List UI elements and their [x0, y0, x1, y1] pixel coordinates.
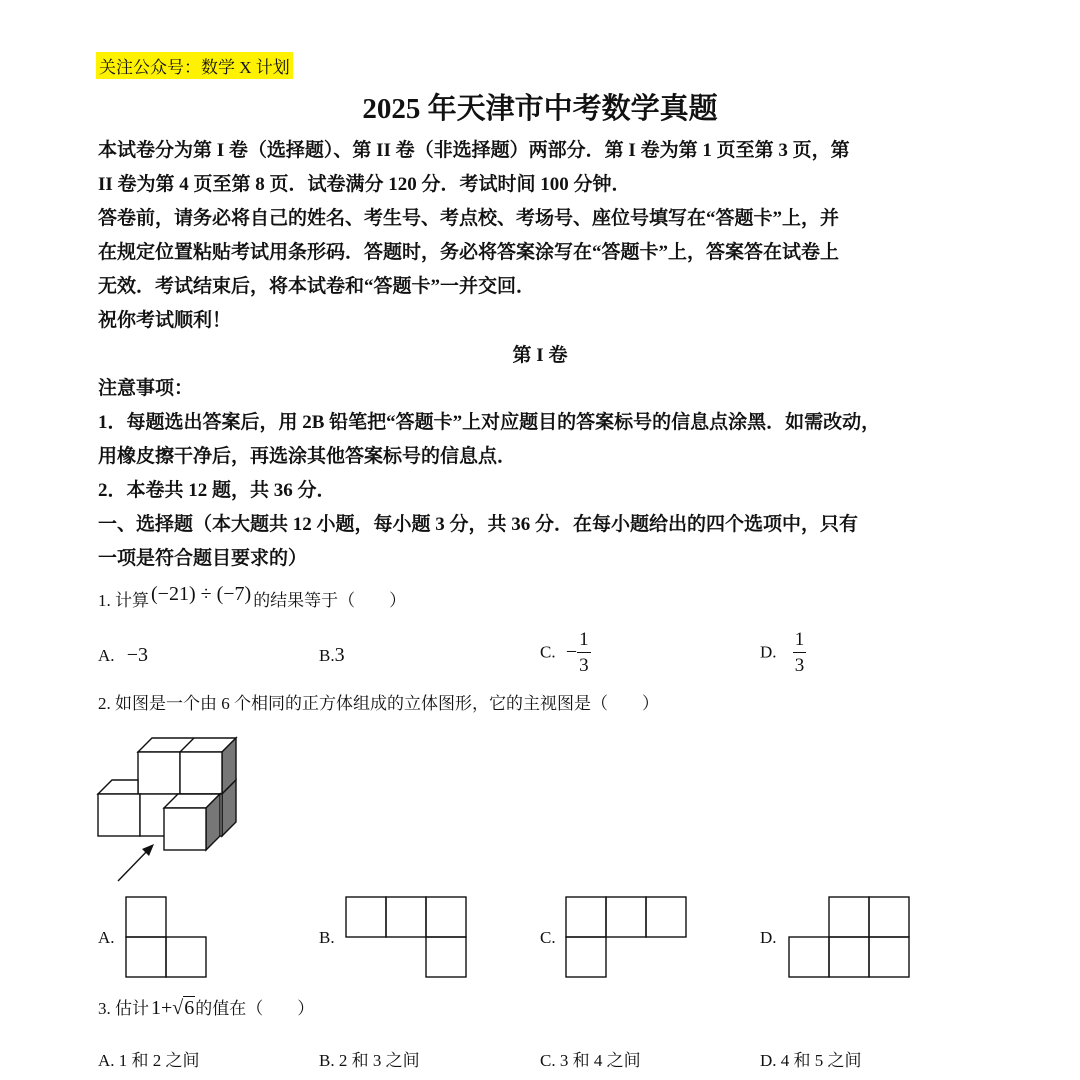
question-prefix: 1. 计算: [98, 591, 149, 610]
q2-option-b-figure[interactable]: [345, 896, 470, 980]
notes-heading: 注意事项：: [98, 378, 194, 399]
q2-option-a-label[interactable]: A.: [98, 928, 115, 947]
radical-icon: √: [172, 997, 184, 1019]
fraction-numerator: 1: [577, 630, 591, 653]
note-line: 2．本卷共 12 题，共 36 分．: [98, 480, 336, 501]
fraction-numerator: 1: [793, 630, 807, 653]
note-line: 1．每题选出答案后，用 2B 铅笔把“答题卡”上对应题目的答案标号的信息点涂黑．如需改动，: [98, 412, 881, 433]
option-value: 3: [334, 644, 345, 666]
question-suffix: 的值在（ ）: [195, 999, 315, 1018]
question-2: 2. 如图是一个由 6 个相同的正方体组成的立体图形，它的主视图是（ ）: [98, 694, 659, 713]
q3-option-a[interactable]: A. 1 和 2 之间: [98, 1051, 200, 1070]
fraction-denominator: 3: [794, 655, 805, 676]
radicand: 6: [184, 997, 195, 1019]
option-label: D.: [760, 642, 777, 662]
instruction-line: II 卷为第 4 页至第 8 页．试卷满分 120 分．考试时间 100 分钟．: [98, 174, 631, 195]
q1-option-b[interactable]: [319, 644, 345, 667]
section-title: 第 I 卷: [512, 345, 568, 366]
instruction-line: 祝你考试顺利！: [98, 310, 232, 331]
fraction: [793, 630, 807, 675]
q2-option-d-figure[interactable]: [788, 896, 913, 980]
math-expression: (−21) ÷ (−7): [151, 583, 252, 605]
instruction-line: 在规定位置粘贴考试用条形码．答题时，务必将答案涂写在“答题卡”上，答案答在试卷上: [98, 242, 840, 263]
question-prefix: 3. 估计: [98, 999, 149, 1018]
page-title: 2025 年天津市中考数学真题: [362, 93, 718, 125]
q2-option-a-figure[interactable]: [125, 896, 209, 980]
question-suffix: 的结果等于（ ）: [253, 591, 407, 610]
q2-option-c-label[interactable]: C.: [540, 928, 556, 947]
math-expression: 1+: [151, 997, 173, 1019]
option-label: B.: [319, 646, 335, 665]
option-label: C.: [540, 642, 556, 662]
q1-option-a[interactable]: [98, 644, 148, 667]
fraction: [577, 630, 591, 675]
part-heading: 一、选择题（本大题共 12 小题，每小题 3 分，共 36 分．在每小题给出的四个选项中，只有: [98, 514, 859, 535]
option-label: A.: [98, 646, 115, 665]
question-3: [98, 996, 314, 1021]
q3-option-b[interactable]: B. 2 和 3 之间: [319, 1051, 420, 1070]
fraction-denominator: 3: [579, 655, 589, 676]
q2-option-d-label[interactable]: D.: [760, 928, 777, 947]
q3-option-d[interactable]: D. 4 和 5 之间: [760, 1051, 862, 1070]
part-heading: 一项是符合题目要求的）: [98, 548, 308, 569]
instruction-line: 无效．考试结束后，将本试卷和“答题卡”一并交回．: [98, 276, 536, 297]
option-value: −3: [126, 644, 149, 666]
sqrt-expression: [172, 996, 195, 1020]
q2-option-c-figure[interactable]: [565, 896, 690, 980]
exam-instructions: [98, 134, 978, 338]
instruction-line: 本试卷分为第 I 卷（选择题）、第 II 卷（非选择题）两部分．第 I 卷为第 1 页至第 3 页，第: [98, 140, 850, 161]
q1-option-d[interactable]: [760, 630, 806, 675]
note-line: 用橡皮擦干净后，再选涂其他答案标号的信息点．: [98, 446, 517, 467]
arrow-icon: [112, 836, 162, 886]
q2-option-b-label[interactable]: B.: [319, 928, 335, 947]
option-sign: −: [565, 641, 578, 663]
notes-block: [98, 372, 978, 576]
q1-option-c[interactable]: [540, 630, 591, 675]
wechat-banner: 关注公众号：数学 X 计划: [96, 52, 293, 79]
q3-option-c[interactable]: C. 3 和 4 之间: [540, 1051, 641, 1070]
question-1: [98, 583, 407, 613]
instruction-line: 答卷前，请务必将自己的姓名、考生号、考点校、考场号、座位号填写在“答题卡”上，并: [98, 208, 840, 229]
